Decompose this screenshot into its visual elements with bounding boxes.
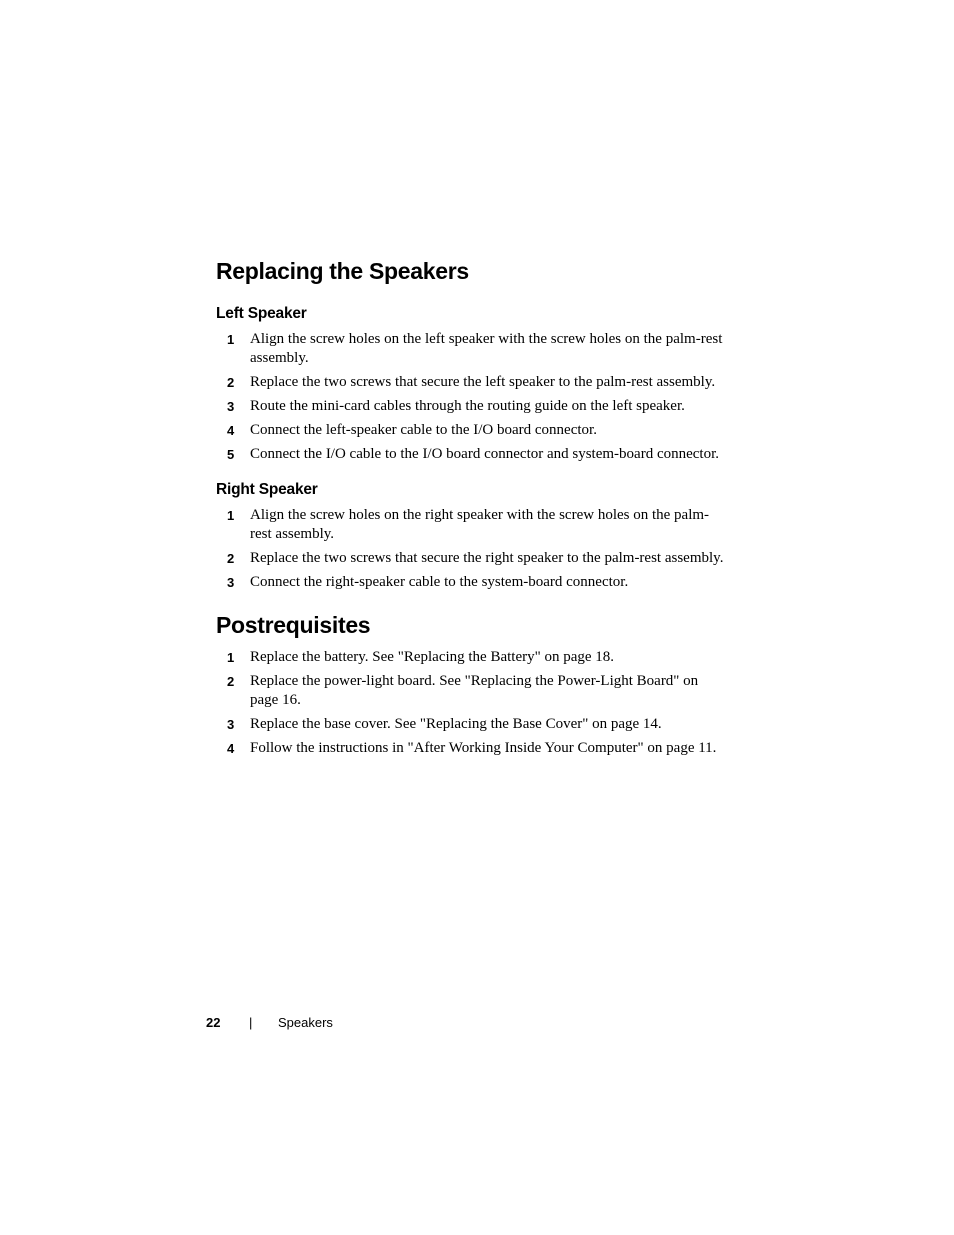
list-item xyxy=(216,373,726,392)
list-item xyxy=(216,397,726,416)
step-number: 1 xyxy=(227,508,235,523)
page-body xyxy=(216,256,726,763)
step-number: 1 xyxy=(227,332,235,347)
step-text: Replace the two screws that secure the right speaker to the palm-rest assembly. xyxy=(250,550,724,566)
postrequisites-heading: Postrequisites xyxy=(216,612,371,638)
list-item xyxy=(216,739,726,758)
page-number: 22 xyxy=(206,1015,221,1030)
step-number: 5 xyxy=(227,447,235,462)
step-number: 2 xyxy=(227,375,235,390)
step-text: Route the mini-card cables through the routing guide on the left speaker. xyxy=(250,398,685,414)
step-text: Replace the base cover. See "Replacing the Base Cover" on page 14. xyxy=(250,716,662,732)
left-speaker-steps xyxy=(216,330,726,464)
list-item xyxy=(216,330,726,368)
step-number: 1 xyxy=(227,650,235,665)
step-text: Connect the right-speaker cable to the system-board connector. xyxy=(250,574,629,590)
step-text: Align the screw holes on the right speaker with the screw holes on the palm-rest assembly. xyxy=(250,507,710,542)
list-item xyxy=(216,549,726,568)
step-number: 4 xyxy=(227,423,235,438)
list-item xyxy=(216,648,726,667)
step-number: 4 xyxy=(227,741,235,756)
list-item xyxy=(216,715,726,734)
step-number: 3 xyxy=(227,399,235,414)
list-item xyxy=(216,672,726,710)
list-item xyxy=(216,421,726,440)
postrequisites-steps xyxy=(216,648,726,758)
right-speaker-steps xyxy=(216,506,726,592)
step-number: 2 xyxy=(227,551,235,566)
step-number: 3 xyxy=(227,575,235,590)
list-item xyxy=(216,506,726,544)
step-text: Connect the I/O cable to the I/O board connector and system-board connector. xyxy=(250,446,720,462)
right-speaker-heading: Right Speaker xyxy=(216,481,318,498)
step-text: Follow the instructions in "After Working Inside Your Computer" on page 11. xyxy=(250,740,717,756)
page-title: Replacing the Speakers xyxy=(216,258,469,284)
page-footer xyxy=(206,1014,333,1032)
step-text: Connect the left-speaker cable to the I/O board connector. xyxy=(250,422,597,438)
step-text: Replace the battery. See "Replacing the Battery" on page 18. xyxy=(250,649,615,665)
step-number: 3 xyxy=(227,717,235,732)
footer-section-name: Speakers xyxy=(278,1015,333,1030)
step-number: 2 xyxy=(227,674,235,689)
step-text: Align the screw holes on the left speaker with the screw holes on the palm-rest assembly. xyxy=(250,331,723,366)
list-item xyxy=(216,445,726,464)
list-item xyxy=(216,573,726,592)
step-text: Replace the two screws that secure the left speaker to the palm-rest assembly. xyxy=(250,374,716,390)
footer-divider: | xyxy=(249,1015,253,1030)
left-speaker-heading: Left Speaker xyxy=(216,305,307,322)
step-text: Replace the power-light board. See "Replacing the Power-Light Board" on page 16. xyxy=(250,673,699,708)
